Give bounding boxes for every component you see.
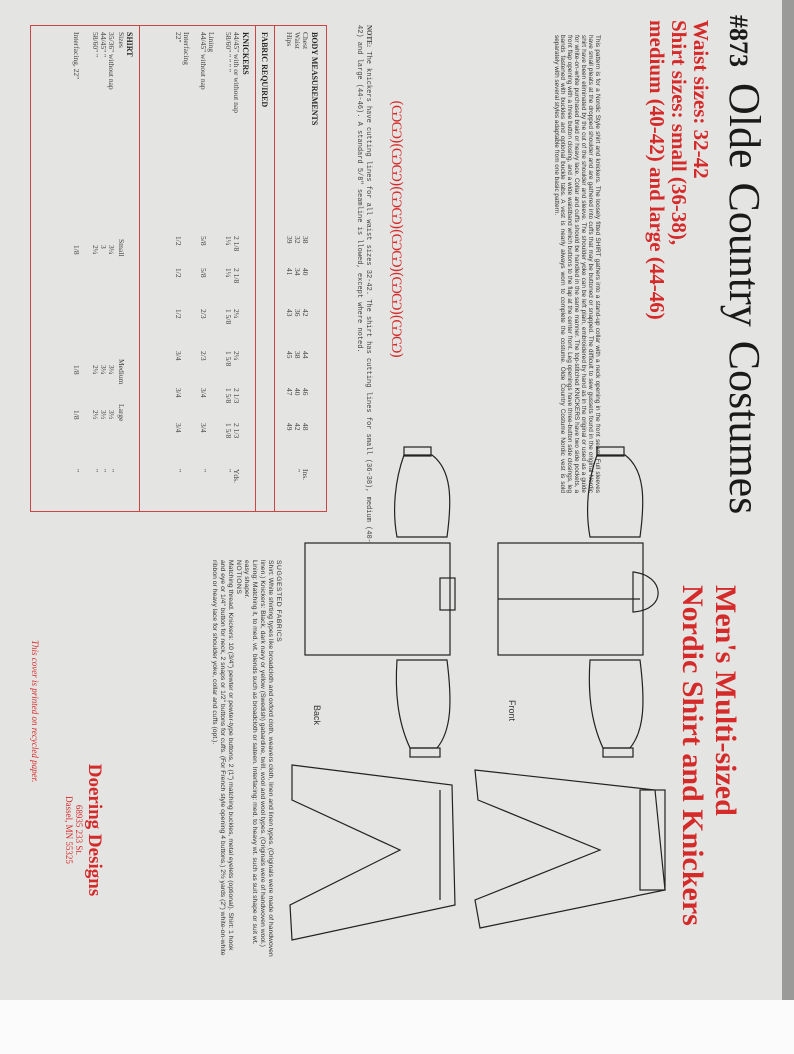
cell-value: 45 (285, 351, 294, 359)
cell-value: 5/8 (199, 268, 208, 278)
cell-value: 39 (285, 236, 294, 244)
row-label: Lining (207, 32, 216, 52)
cell-value: 44 (301, 351, 310, 359)
divider (255, 26, 256, 511)
cell-value: 2 1/8 (232, 268, 241, 284)
cell-value: 1/2 (174, 236, 183, 246)
fabrics-heading: SUGGESTED FABRICS (275, 560, 282, 643)
cell-value: 1 5/8 (224, 388, 233, 404)
title-line: Nordic Shirt and Knickers (676, 585, 709, 926)
row-label: 22" (174, 32, 183, 43)
brand-word: Olde (720, 83, 769, 169)
unit-label: " (199, 469, 208, 473)
shirt-heading: SHIRT (125, 32, 134, 57)
divider (274, 26, 275, 511)
size-header: Small (117, 239, 126, 257)
title-line: Men's Multi-sized (709, 585, 742, 816)
unit-label: " (107, 469, 116, 473)
measurement-table (30, 25, 327, 512)
cell-value: 2/3 (199, 351, 208, 361)
cell-value: 1 5/8 (224, 351, 233, 367)
cell-value: 3¼ (99, 365, 108, 375)
back-label: Back (312, 705, 322, 726)
unit-label: " (224, 469, 233, 473)
cell-value: 2 1/3 (232, 423, 241, 439)
row-label: 44/45" with or without nap (232, 32, 241, 113)
cell-value: 41 (285, 268, 294, 276)
cell-value: 2½ (91, 410, 100, 420)
fabrics-text: Shirt: White shirting types like broadcloth and oxford cloth, weavers cloth, linen and linen types. (Originals were made of handwoven linen.) Knickers: Black, dark navy or yellow (Swedish) gabardine, twill, wool and wool types. (Originals were of handwoven wool.) Lining: Matching it, to med. wt. blends such as broadcloth or sateen. Interfacing: med. to heavy wt. such as suit shape or suit wt. easy shaper. (243, 560, 274, 957)
cell-value: 3/4 (199, 423, 208, 433)
unit-label: " (174, 469, 183, 473)
cell-value: 2 1/8 (232, 236, 241, 252)
cell-value: 1 5/8 (224, 423, 233, 439)
row-label: 58/60" " (91, 32, 100, 58)
brand-word: Country (720, 182, 769, 327)
cell-value: 38 (301, 236, 310, 244)
cell-value: 1 5/8 (224, 309, 233, 325)
divider (139, 26, 140, 511)
publisher-name: Doering Designs (84, 763, 105, 897)
unit-label: " (293, 469, 302, 473)
front-label: Front (507, 700, 517, 722)
cell-value: 32 (293, 236, 302, 244)
cell-value: 3¼ (107, 245, 116, 255)
size-range (646, 20, 712, 320)
cell-value: 1/8 (72, 410, 81, 420)
shirt-sizes: Shirt sizes: small (36-38), (667, 20, 691, 246)
cell-value: 2¼ (91, 365, 100, 375)
cell-value: 1/8 (72, 245, 81, 255)
cell-value: 40 (293, 388, 302, 396)
row-label: 44/45" without nap (199, 32, 208, 90)
cell-value: 3/4 (174, 351, 183, 361)
brand-word: Costumes (720, 340, 769, 515)
unit-label: " (72, 469, 81, 473)
cell-value: 40 (301, 268, 310, 276)
notions-heading: NOTIONS (235, 560, 242, 595)
ornament-border: (ѠѠ)(ѠѠ)(ѠѠ)(ѠѠ)(ѠѠ)(ѠѠ) (388, 100, 406, 358)
cell-value: 1/8 (72, 365, 81, 375)
cell-value: 42 (301, 309, 310, 317)
cell-value: 46 (301, 388, 310, 396)
publisher-block (64, 740, 104, 920)
cell-value: 3/4 (174, 423, 183, 433)
cell-value: 42 (293, 423, 302, 431)
unit-label: " (99, 469, 108, 473)
cell-value: 3/4 (199, 388, 208, 398)
cell-value: 1/2 (174, 309, 183, 319)
shirt-sizes-cont: medium (40-42) and large (44-46) (645, 20, 669, 320)
cell-value: 3/4 (174, 388, 183, 398)
cell-value: 2¼ (232, 309, 241, 319)
cell-value: 3¼ (107, 365, 116, 375)
fabric-required-heading: FABRIC REQUIRED (260, 32, 269, 108)
unit-label: Ins. (301, 469, 310, 481)
cell-value: 48 (301, 423, 310, 431)
cell-value: 38 (293, 351, 302, 359)
row-label: Hips (285, 32, 294, 47)
cell-value: 49 (285, 423, 294, 431)
row-label: Interfacing (182, 32, 191, 65)
note-label: NOTE: (365, 25, 373, 48)
cell-value: 2¼ (91, 245, 100, 255)
row-label: Waist (293, 32, 302, 49)
recycled-note: This cover is printed on recycled paper. (30, 640, 40, 783)
notions-text: Matching thread. Knickers: 10 (3/4") pewter or pewter-type buttons, 2 (1") matching buckles, metal eyelets (optional). Shirt: 1 hook and eye or 1/4" button for neck, 2 snaps or 1/2" buttons for cuffs. (For French style opening 4 buttons.) 2½ yards (2") white-on-white ribbon or heavy lace for shoulder yoke, collar and cuffs (opt.). (211, 560, 234, 956)
sizes-label: Sizes (117, 32, 126, 48)
cell-value: 2 1/3 (232, 388, 241, 404)
cell-value: 3½ (107, 410, 116, 420)
cell-value: 2¼ (232, 351, 241, 361)
cell-value: 5/8 (199, 236, 208, 246)
knickers-heading: KNICKERS (241, 32, 250, 75)
row-label: 44/45" " (99, 32, 108, 58)
cell-value: 47 (285, 388, 294, 396)
row-label: 58/60" " " " " (224, 32, 233, 72)
body-measurements-heading: BODY MEASUREMENTS (310, 32, 319, 126)
size-header: Medium (117, 359, 126, 385)
cell-value: 2/3 (199, 309, 208, 319)
unit-label: Yds. (232, 469, 241, 483)
pattern-description: This pattern is for a Nordic Style shirt and knickers. The loosely fitted SHIRT gathers into a stand-up collar with a neck opening in the front seam. Full sleeves have small pleats at the dropped shoulder and are gathered into cuffs that may be buttoned or snapped. The difficult to sew gussets found in the original Nordic shirt have been eliminated by the cut of the shoulder and sleeve. The shoulder yoke can be left plain, embroidered by hand as in the original or used as a guide for white-on-white purchased braid or heavy lace. Collar and cuffs should be handled in the same manner. The top-stitched KNICKERS have two side pockets, a front flap opening with a three button closing, and a wide waistband which buttons to the flap at the center front. Leg openings have three-button side closings, leg bands fastened with buckles and optional buckle tabs. A vest is nearly always worn to complete the costume. Olde Country Costume Nordic vest is sold separately with several styles adaptable from one basic pattern. (552, 35, 601, 493)
cell-value: 1¼ (224, 268, 233, 278)
pattern-note (354, 25, 373, 545)
size-header: Large (117, 404, 126, 422)
publisher-address: 68935 233 St. (74, 804, 84, 856)
suggested-fabrics (210, 560, 282, 960)
row-label: Interfacing, 22" (72, 32, 81, 80)
cell-value: 34 (293, 268, 302, 276)
row-label: Chest (301, 32, 310, 50)
row-label: 35/36" without nap (107, 32, 116, 90)
cell-value: 3½ (99, 410, 108, 420)
pattern-title (676, 585, 742, 926)
cell-value: 36 (293, 309, 302, 317)
brand-header (719, 15, 770, 514)
cell-value: 1/2 (174, 268, 183, 278)
cell-value: 43 (285, 309, 294, 317)
cell-value: 3 (99, 245, 108, 249)
note-text: The knickers have cutting lines for all waist sizes 32-42. The shirt has cutting lines for small (36-38), medium (40-42) and large (44-46). A standard 5/8" seamline is llowed, except where noted. (355, 25, 372, 543)
cell-value: 1¼ (224, 236, 233, 246)
unit-label: " (91, 469, 100, 473)
publisher-city: Dassel, MN 55325 (64, 796, 74, 864)
pattern-number: #873 (724, 15, 753, 67)
waist-sizes: Waist sizes: 32-42 (689, 20, 713, 179)
